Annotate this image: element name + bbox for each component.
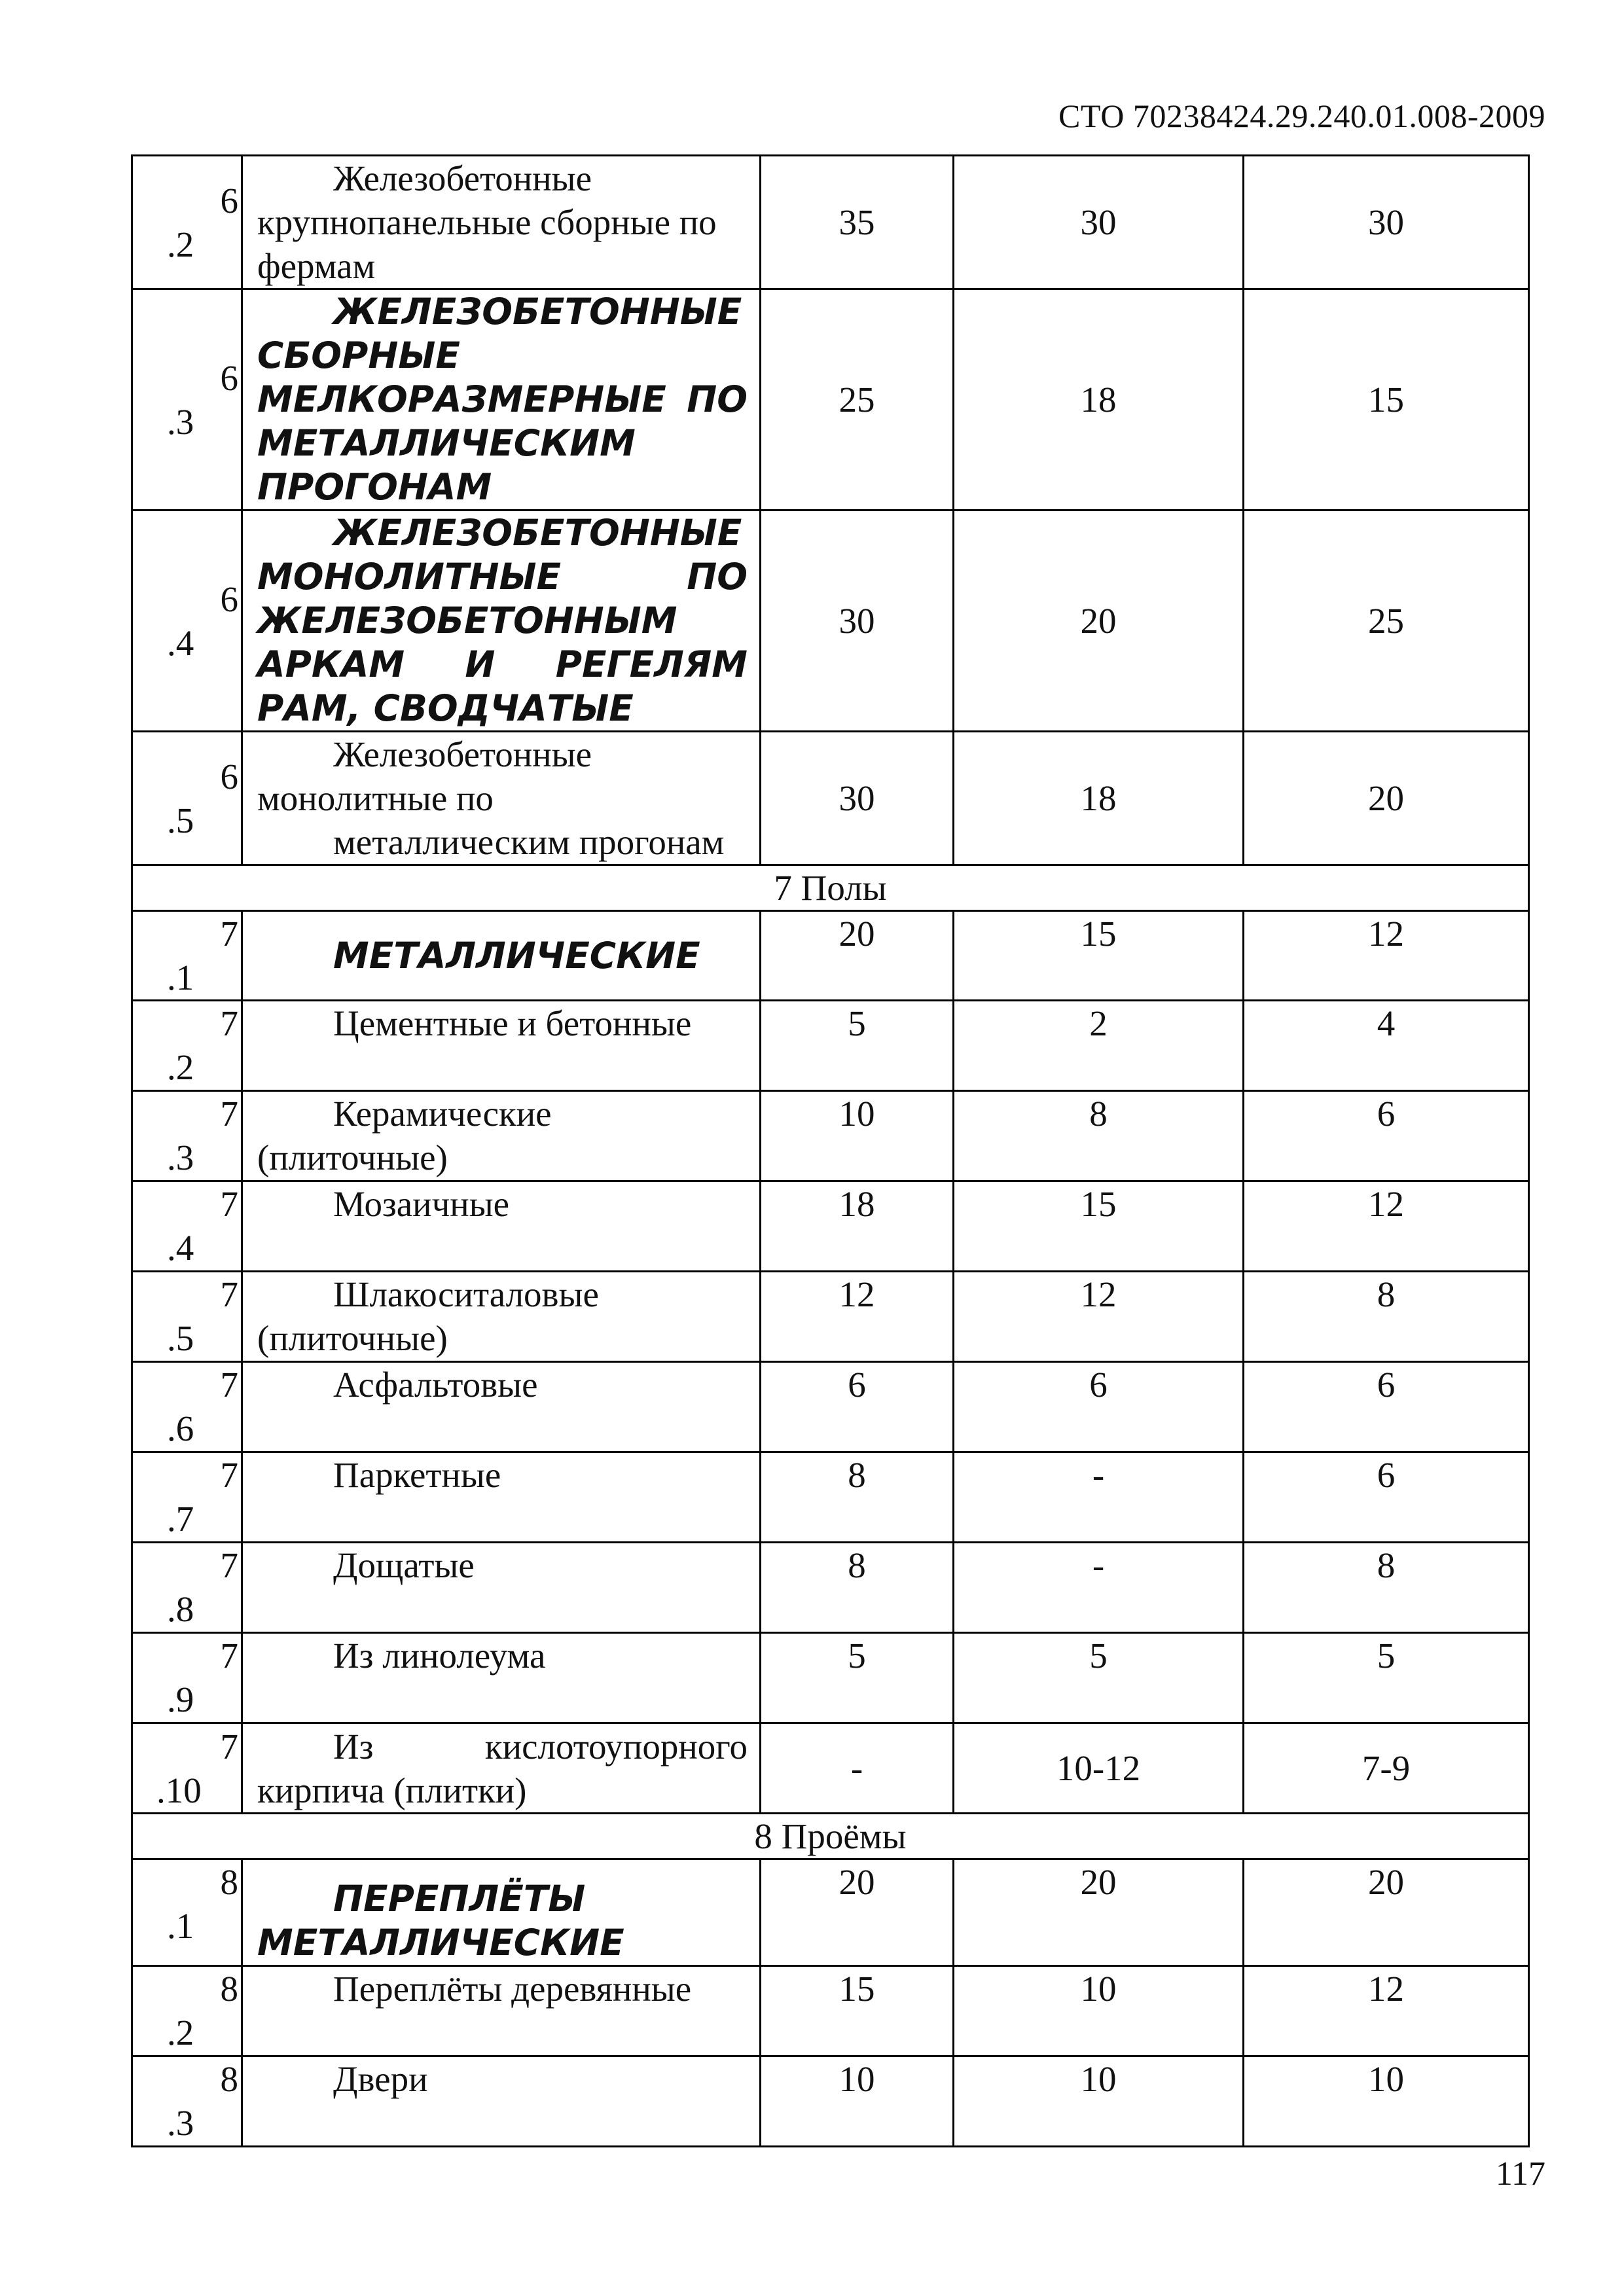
row-name-cell: Из линолеума <box>242 1633 761 1723</box>
value-cell: 10 <box>761 1091 954 1181</box>
value-cell: 5 <box>954 1633 1244 1723</box>
value-cell: 12 <box>954 1272 1244 1362</box>
value-cell: 20 <box>761 1859 954 1966</box>
row-number-cell: 8 .2 <box>132 1966 242 2056</box>
row-number-cell: 6 .5 <box>132 732 242 865</box>
value-cell: 8 <box>1244 1272 1529 1362</box>
table-row <box>132 1362 1529 1452</box>
value-cell: 12 <box>1244 911 1529 1001</box>
row-number-cell: 6 .2 <box>132 156 242 289</box>
table-row <box>132 1181 1529 1272</box>
value-cell: 20 <box>954 1859 1244 1966</box>
document-code: СТО 70238424.29.240.01.008-2009 <box>1058 98 1545 134</box>
row-name-cell: ЖЕЛЕЗОБЕТОННЫЕ СБОРНЫЕ МЕЛКОРАЗМЕРНЫЕ ПО МЕТАЛЛИЧЕСКИМ ПРОГОНАМ <box>242 289 761 511</box>
value-cell: 6 <box>761 1362 954 1452</box>
row-name-cell: Из кислотоупорного кирпича (плитки) <box>242 1723 761 1814</box>
page-number: 117 <box>1495 2155 1545 2193</box>
row-number-cell: 6 .4 <box>132 511 242 732</box>
table-row <box>132 156 1529 289</box>
value-cell: 18 <box>954 732 1244 865</box>
table-row <box>132 1091 1529 1181</box>
value-cell: 7-9 <box>1244 1723 1529 1814</box>
value-cell: 15 <box>761 1966 954 2056</box>
row-number-cell: 6 .3 <box>132 289 242 511</box>
row-name-cell: Дощатые <box>242 1543 761 1633</box>
row-number-cell: 7 .6 <box>132 1362 242 1452</box>
value-cell: 20 <box>761 911 954 1001</box>
table-row <box>132 1966 1529 2056</box>
row-name-cell: Железобетонные крупнопанельные сборные по фермам <box>242 156 761 289</box>
value-cell: 10 <box>954 2056 1244 2147</box>
value-cell: 35 <box>761 156 954 289</box>
value-cell: 30 <box>1244 156 1529 289</box>
value-cell: 18 <box>954 289 1244 511</box>
value-cell: 25 <box>761 289 954 511</box>
row-number-cell: 7 .3 <box>132 1091 242 1181</box>
row-number-cell: 7 .4 <box>132 1181 242 1272</box>
norms-table <box>131 154 1530 2147</box>
value-cell: 10 <box>1244 2056 1529 2147</box>
table-row <box>132 1272 1529 1362</box>
value-cell: 6 <box>1244 1452 1529 1543</box>
value-cell: - <box>761 1723 954 1814</box>
row-name-cell: Мозаичные <box>242 1181 761 1272</box>
row-number-cell: 7 .5 <box>132 1272 242 1362</box>
table-row <box>132 1001 1529 1091</box>
value-cell: 8 <box>761 1543 954 1633</box>
value-cell: 30 <box>761 732 954 865</box>
value-cell: 8 <box>1244 1543 1529 1633</box>
value-cell: 15 <box>954 1181 1244 1272</box>
row-number-cell: 7 .2 <box>132 1001 242 1091</box>
row-name-cell: Цементные и бетонные <box>242 1001 761 1091</box>
value-cell: 12 <box>1244 1181 1529 1272</box>
row-number-cell: 7 .9 <box>132 1633 242 1723</box>
value-cell: 12 <box>761 1272 954 1362</box>
row-name-cell: МЕТАЛЛИЧЕСКИЕ <box>242 911 761 1001</box>
row-name-cell: Асфальтовые <box>242 1362 761 1452</box>
row-number-cell: 7 .1 <box>132 911 242 1001</box>
value-cell: 30 <box>761 511 954 732</box>
value-cell: 20 <box>954 511 1244 732</box>
value-cell: 4 <box>1244 1001 1529 1091</box>
value-cell: 20 <box>1244 1859 1529 1966</box>
value-cell: 8 <box>761 1452 954 1543</box>
row-name-cell: Шлакоситаловые (плиточные) <box>242 1272 761 1362</box>
value-cell: 10 <box>761 2056 954 2147</box>
table-row <box>132 1543 1529 1633</box>
value-cell: 10 <box>954 1966 1244 2056</box>
value-cell: 6 <box>1244 1362 1529 1452</box>
value-cell: 6 <box>954 1362 1244 1452</box>
row-number-cell: 8 .3 <box>132 2056 242 2147</box>
table-row <box>132 1859 1529 1966</box>
row-name-cell: Паркетные <box>242 1452 761 1543</box>
table-row <box>132 911 1529 1001</box>
value-cell: 2 <box>954 1001 1244 1091</box>
value-cell: 25 <box>1244 511 1529 732</box>
table-row <box>132 1452 1529 1543</box>
value-cell: 10-12 <box>954 1723 1244 1814</box>
value-cell: - <box>954 1452 1244 1543</box>
value-cell: 5 <box>761 1633 954 1723</box>
row-name-cell: ЖЕЛЕЗОБЕТОННЫЕ МОНОЛИТНЫЕ ПО ЖЕЛЕЗОБЕТОННЫМ АРКАМ И РЕГЕЛЯМ РАМ, СВОДЧАТЫЕ <box>242 511 761 732</box>
row-number-cell: 7 .10 <box>132 1723 242 1814</box>
table-row <box>132 511 1529 732</box>
row-number-cell: 7 .8 <box>132 1543 242 1633</box>
value-cell: 20 <box>1244 732 1529 865</box>
section-title: 8 Проёмы <box>132 1814 1529 1859</box>
value-cell: 8 <box>954 1091 1244 1181</box>
value-cell: 15 <box>1244 289 1529 511</box>
section-row <box>132 1814 1529 1859</box>
row-name-cell: Железобетонные монолитные по металлическим прогонам <box>242 732 761 865</box>
row-number-cell: 7 .7 <box>132 1452 242 1543</box>
value-cell: 6 <box>1244 1091 1529 1181</box>
value-cell: 12 <box>1244 1966 1529 2056</box>
value-cell: 5 <box>761 1001 954 1091</box>
table-row <box>132 1723 1529 1814</box>
section-row <box>132 865 1529 911</box>
table-row <box>132 289 1529 511</box>
row-name-cell: Керамические (плиточные) <box>242 1091 761 1181</box>
table-row <box>132 2056 1529 2147</box>
table-row <box>132 1633 1529 1723</box>
value-cell: 15 <box>954 911 1244 1001</box>
value-cell: 30 <box>954 156 1244 289</box>
value-cell: 5 <box>1244 1633 1529 1723</box>
row-name-cell: Переплёты деревянные <box>242 1966 761 2056</box>
value-cell: 18 <box>761 1181 954 1272</box>
value-cell: - <box>954 1543 1244 1633</box>
section-title: 7 Полы <box>132 865 1529 911</box>
row-name-cell: Двери <box>242 2056 761 2147</box>
table-row <box>132 732 1529 865</box>
row-name-cell: ПЕРЕПЛЁТЫ МЕТАЛЛИЧЕСКИЕ <box>242 1859 761 1966</box>
row-number-cell: 8 .1 <box>132 1859 242 1966</box>
